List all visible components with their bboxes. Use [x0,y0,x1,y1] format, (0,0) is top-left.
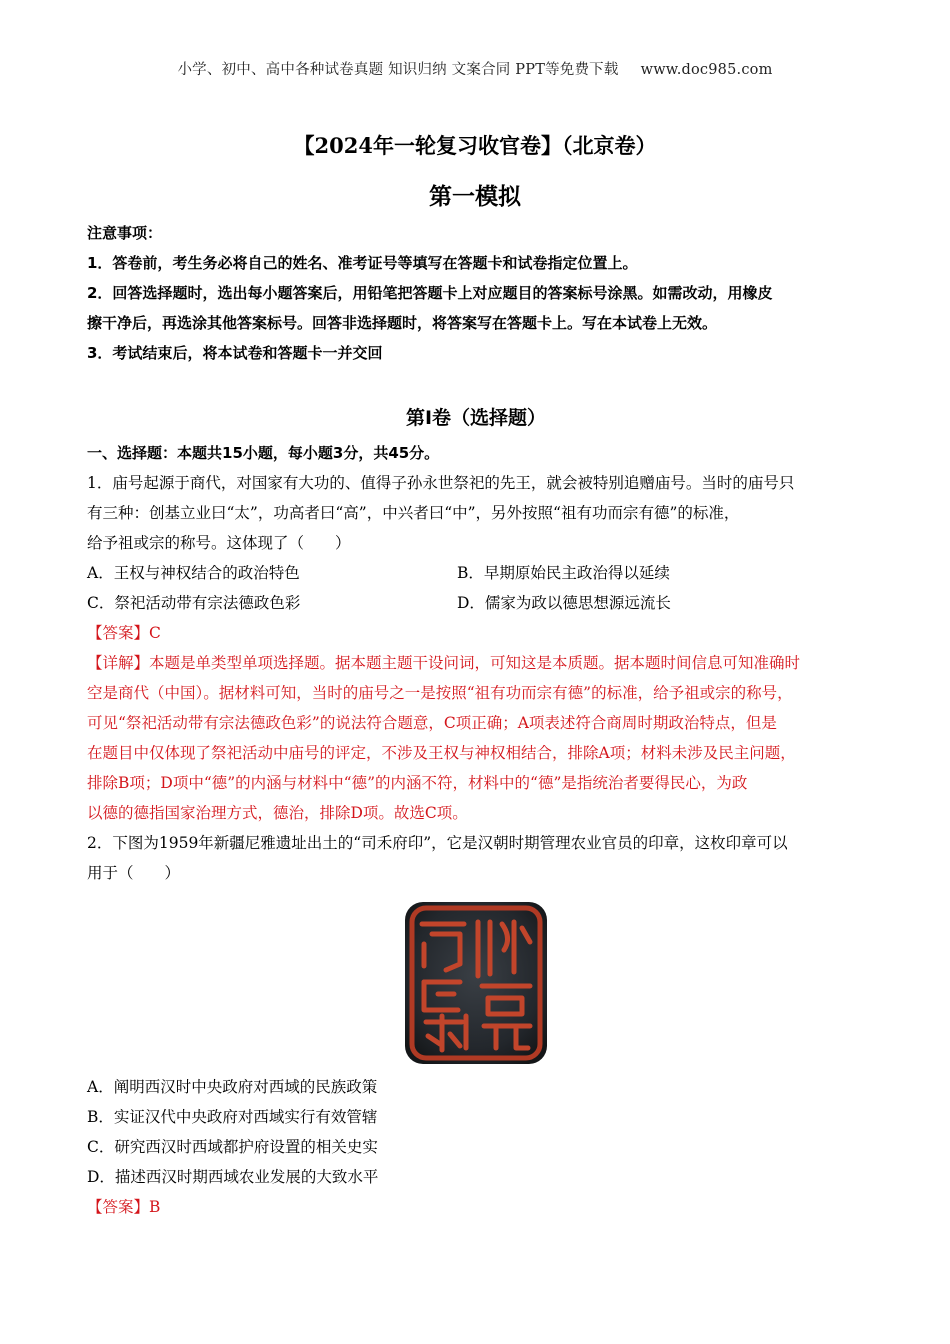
explanation-line: 【详解】本题是单类型单项选择题。据本题主题干设问词，可知这是本质题。据本题时间信息可知准确时 [87,654,801,672]
explanation-line: 以德的德指国家治理方式，德治，排除D项。故选C项。 [87,804,468,822]
page-header-banner [0,58,950,79]
notice-item: 2．回答选择题时，选出每小题答案后，用铅笔把答题卡上对应题目的答案标号涂黑。如需改动，用橡皮 [87,284,773,302]
option-d: D．描述西汉时期西域农业发展的大致水平 [87,1168,379,1186]
notice-item: 1．答卷前，考生务必将自己的姓名、准考证号等填写在答题卡和试卷指定位置上。 [87,254,638,272]
notice-item: 3．考试结束后，将本试卷和答题卡一并交回 [87,344,383,362]
option-b: B．实证汉代中央政府对西域实行有效管辖 [87,1108,378,1126]
options-row [87,588,865,618]
explanation-line: 空是商代（中国）。据材料可知，当时的庙号之一是按照“祖有功而宗有德”的标准，给予祖或宗的称号， [87,684,793,702]
seal-figure [87,898,865,1068]
option-a: A．王权与神权结合的政治特色 [87,564,300,582]
option-c: C．研究西汉时西域都护府设置的相关史实 [87,1138,378,1156]
document-body [87,218,865,1222]
question-text: 1．庙号起源于商代，对国家有大功的、值得子孙永世祭祀的先王，就会被特别追赠庙号。当时的庙号只 [87,474,795,492]
question-text: 用于（ ） [87,864,181,882]
explanation-line: 排除B项；D项中“德”的内涵与材料中“德”的内涵不符，材料中的“德”是指统治者要得民心，为政 [87,774,748,792]
site-url[interactable]: www.doc985.com [640,62,773,78]
question-text: 有三种：创基立业曰“太”，功高者曰“高”，中兴者曰“中”，另外按照“祖有功而宗有德”的标准， [87,504,740,522]
notice-item: 擦干净后，再选涂其他答案标号。回答非选择题时，将答案写在答题卡上。写在本试卷上无效。 [87,314,718,332]
option-c: C．祭祀活动带有宗法德政色彩 [87,594,301,612]
question-2 [87,828,865,1222]
seal-image [402,898,550,1068]
exam-subtitle: 第一模拟 [429,183,521,210]
option-a: A．阐明西汉时中央政府对西域的民族政策 [87,1078,378,1096]
banner-text: 小学、初中、高中各种试卷真题 知识归纳 文案合同 PPT等免费下载 [177,62,619,78]
question-text: 2．下图为1959年新疆尼雅遗址出土的“司禾府印”，它是汉朝时期管理农业官员的印章，这枚印章可以 [87,834,788,852]
exam-title: 【2024年一轮复习收官卷】（北京卷） [293,133,657,158]
options-row [87,558,865,588]
question-text: 给予祖或宗的称号。这体现了（ ） [87,534,351,552]
section-title: 第I卷（选择题） [405,407,547,429]
explanation-line: 在题目中仅体现了祭祀活动中庙号的评定，不涉及王权与神权相结合，排除A项；材料未涉及民主问题， [87,744,796,762]
notice-heading: 注意事项： [87,224,163,242]
option-d: D．儒家为政以德思想源远流长 [457,594,671,612]
answer: 【答案】B [87,1198,161,1216]
answer: 【答案】C [87,624,161,642]
explanation-line: 可见“祭祀活动带有宗法德政色彩”的说法符合题意，C项正确；A项表述符合商周时期政治特点，但是 [87,714,777,732]
question-1 [87,468,865,828]
option-b: B．早期原始民主政治得以延续 [457,564,670,582]
section-instruction: 一、选择题：本题共15小题，每小题3分，共45分。 [87,444,440,462]
